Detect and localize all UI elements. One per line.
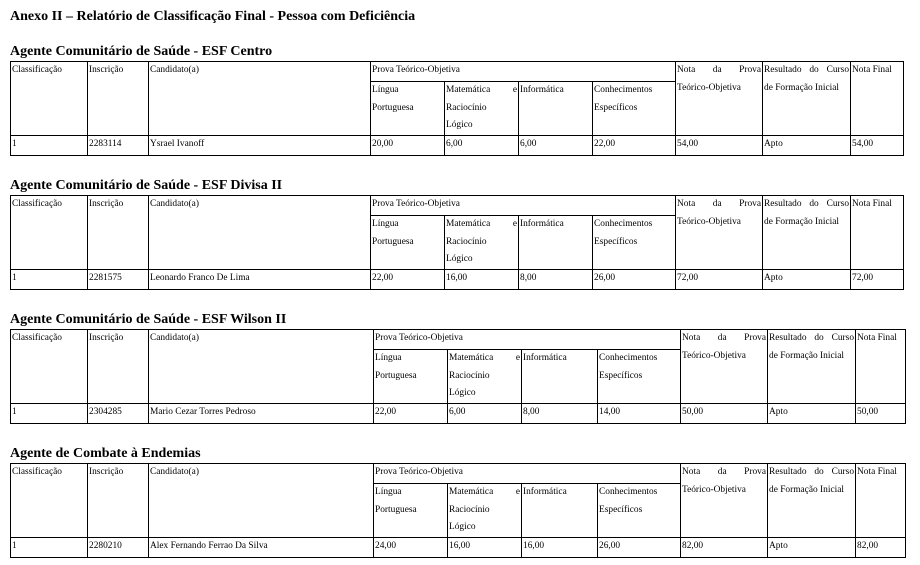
header-matematica-line2: Raciocínio (449, 504, 490, 515)
header-resultado-line2: de Formação Inicial (769, 350, 844, 361)
header-classificacao: Classificação (11, 196, 88, 270)
cell-resultado: Apto (768, 403, 856, 423)
header-candidato: Candidato(a) (149, 330, 374, 404)
header-matematica-line1 (449, 350, 520, 368)
cell-nota-prova: 72,00 (676, 269, 763, 289)
header-lingua-line2: Portuguesa (375, 504, 417, 515)
cell-lingua-portuguesa: 20,00 (371, 135, 445, 155)
cell-classificacao: 1 (11, 135, 88, 155)
header-matematica-raciocinio (445, 216, 519, 270)
header-lingua-line1: Língua (375, 353, 402, 363)
header-conhecimentos-especificos (598, 484, 681, 538)
cell-nota-final: 50,00 (856, 403, 906, 423)
cell-candidato: Ysrael Ivanoff (149, 135, 371, 155)
header-resultado-line2: de Formação Inicial (769, 484, 844, 495)
cell-classificacao: 1 (11, 537, 88, 557)
header-classificacao: Classificação (11, 62, 88, 136)
section-title: Agente de Combate à Endemias (10, 446, 201, 461)
header-conhecimentos-line1: Conhecimentos (594, 219, 653, 229)
header-conhecimentos-line2: Específicos (599, 504, 643, 515)
header-prova-word: Prova (739, 65, 762, 75)
header-matematica-line2: Raciocínio (446, 102, 487, 113)
cell-candidato: Leonardo Franco De Lima (149, 269, 371, 289)
classification-section (10, 445, 906, 558)
classification-section (10, 177, 904, 290)
header-nota-prova (676, 196, 763, 270)
header-matematica-line3: Lógico (449, 388, 476, 398)
header-matematica-line2: Raciocínio (446, 236, 487, 247)
header-informatica: Informática (519, 216, 593, 270)
cell-nota-final: 54,00 (851, 135, 904, 155)
header-resultado-curso (763, 62, 851, 136)
section-title: Agente Comunitário de Saúde - ESF Divisa II (10, 178, 283, 193)
cell-nota-prova: 50,00 (681, 403, 768, 423)
page-title: Anexo II – Relatório de Classificação Final - Pessoa com Deficiência (10, 9, 416, 24)
header-conhecimentos-especificos (593, 82, 676, 136)
header-candidato: Candidato(a) (149, 196, 371, 270)
header-nota-word: Nota (682, 467, 701, 477)
header-lingua-line1: Língua (372, 85, 399, 95)
header-conhecimentos-line1: Conhecimentos (594, 85, 653, 95)
header-nota-prova-line1 (682, 330, 766, 348)
header-nota-final: Nota Final (856, 464, 906, 538)
header-conhecimentos-line1: Conhecimentos (599, 353, 658, 363)
header-matematica-line1 (446, 82, 517, 100)
header-matematica-line1 (446, 216, 517, 234)
header-resultado-line1: Resultado do Curso (769, 333, 855, 343)
header-nota-word: Nota (682, 333, 701, 343)
header-resultado-line2: de Formação Inicial (764, 82, 839, 93)
header-classificacao: Classificação (11, 464, 88, 538)
header-row (11, 196, 904, 216)
classification-section (10, 43, 904, 156)
header-lingua-portuguesa (371, 216, 445, 270)
header-nota-final: Nota Final (856, 330, 906, 404)
classification-table (10, 61, 904, 156)
classification-table (10, 329, 906, 424)
header-da-word: da (712, 199, 722, 209)
header-candidato: Candidato(a) (149, 62, 371, 136)
header-prova-word: Prova (744, 333, 767, 343)
header-lingua-portuguesa (371, 82, 445, 136)
table-row (11, 537, 906, 557)
header-matematica-raciocinio (448, 484, 522, 538)
header-matematica-word: Matemática (446, 85, 491, 95)
header-row (11, 62, 904, 82)
header-row (11, 330, 906, 350)
header-nota-prova-line2: Teórico-Objetiva (682, 484, 746, 495)
header-prova-teorico-objetiva: Prova Teórico-Objetiva (374, 330, 681, 350)
header-matematica-raciocinio (445, 82, 519, 136)
cell-matematica: 16,00 (445, 269, 519, 289)
cell-classificacao: 1 (11, 403, 88, 423)
cell-lingua-portuguesa: 22,00 (374, 403, 448, 423)
header-nota-word: Nota (677, 199, 696, 209)
header-lingua-portuguesa (374, 484, 448, 538)
cell-matematica: 6,00 (445, 135, 519, 155)
header-lingua-line2: Portuguesa (372, 236, 414, 247)
header-inscricao: Inscrição (88, 62, 149, 136)
header-conhecimentos-especificos (593, 216, 676, 270)
header-resultado-line1: Resultado do Curso (769, 467, 855, 477)
header-e-word: e (515, 353, 520, 363)
header-informatica: Informática (522, 484, 598, 538)
cell-nota-prova: 54,00 (676, 135, 763, 155)
section-title: Agente Comunitário de Saúde - ESF Centro (10, 44, 273, 59)
header-informatica: Informática (522, 350, 598, 404)
header-resultado-curso (768, 330, 856, 404)
header-nota-final: Nota Final (851, 62, 904, 136)
header-matematica-line3: Lógico (446, 120, 473, 130)
header-lingua-line1: Língua (375, 487, 402, 497)
header-lingua-portuguesa (374, 350, 448, 404)
header-resultado-line1: Resultado do Curso (764, 199, 850, 209)
classification-table (10, 195, 904, 290)
header-nota-prova-line2: Teórico-Objetiva (677, 216, 741, 227)
header-nota-prova-line1 (682, 464, 766, 482)
header-prova-word: Prova (739, 199, 762, 209)
cell-informatica: 8,00 (519, 269, 593, 289)
cell-matematica: 16,00 (448, 537, 522, 557)
header-matematica-word: Matemática (449, 487, 494, 497)
header-resultado-line2: de Formação Inicial (764, 216, 839, 227)
classification-table (10, 463, 906, 558)
header-matematica-word: Matemática (446, 219, 491, 229)
cell-matematica: 6,00 (448, 403, 522, 423)
header-da-word: da (717, 467, 727, 477)
cell-inscricao: 2283114 (88, 135, 149, 155)
table-row (11, 403, 906, 423)
header-matematica-line3: Lógico (449, 522, 476, 532)
cell-lingua-portuguesa: 22,00 (371, 269, 445, 289)
cell-resultado: Apto (763, 135, 851, 155)
cell-lingua-portuguesa: 24,00 (374, 537, 448, 557)
cell-informatica: 8,00 (522, 403, 598, 423)
header-matematica-word: Matemática (449, 353, 494, 363)
header-lingua-line2: Portuguesa (375, 370, 417, 381)
header-nota-prova (681, 330, 768, 404)
cell-conhecimentos: 26,00 (593, 269, 676, 289)
table-row (11, 135, 904, 155)
cell-inscricao: 2304285 (88, 403, 149, 423)
cell-inscricao: 2280210 (88, 537, 149, 557)
header-conhecimentos-line1: Conhecimentos (599, 487, 658, 497)
header-nota-prova-line2: Teórico-Objetiva (682, 350, 746, 361)
cell-resultado: Apto (768, 537, 856, 557)
header-row (11, 464, 906, 484)
header-candidato: Candidato(a) (149, 464, 374, 538)
header-conhecimentos-line2: Específicos (594, 102, 638, 113)
header-nota-prova (681, 464, 768, 538)
header-matematica-line1 (449, 484, 520, 502)
header-nota-prova-line1 (677, 196, 761, 214)
header-nota-word: Nota (677, 65, 696, 75)
cell-nota-prova: 82,00 (681, 537, 768, 557)
header-prova-teorico-objetiva: Prova Teórico-Objetiva (371, 196, 676, 216)
header-matematica-line3: Lógico (446, 254, 473, 264)
header-conhecimentos-especificos (598, 350, 681, 404)
header-nota-prova-line1 (677, 62, 761, 80)
header-e-word: e (512, 85, 517, 95)
header-nota-prova (676, 62, 763, 136)
header-matematica-raciocinio (448, 350, 522, 404)
cell-conhecimentos: 26,00 (598, 537, 681, 557)
header-informatica: Informática (519, 82, 593, 136)
header-prova-teorico-objetiva: Prova Teórico-Objetiva (374, 464, 681, 484)
header-nota-prova-line2: Teórico-Objetiva (677, 82, 741, 93)
header-e-word: e (515, 487, 520, 497)
cell-resultado: Apto (763, 269, 851, 289)
header-conhecimentos-line2: Específicos (599, 370, 643, 381)
header-da-word: da (712, 65, 722, 75)
header-classificacao: Classificação (11, 330, 88, 404)
header-inscricao: Inscrição (88, 196, 149, 270)
cell-nota-final: 72,00 (851, 269, 904, 289)
cell-inscricao: 2281575 (88, 269, 149, 289)
section-title: Agente Comunitário de Saúde - ESF Wilson II (10, 312, 287, 327)
cell-candidato: Mario Cezar Torres Pedroso (149, 403, 374, 423)
header-resultado-line1: Resultado do Curso (764, 65, 850, 75)
header-lingua-line1: Língua (372, 219, 399, 229)
cell-conhecimentos: 22,00 (593, 135, 676, 155)
header-inscricao: Inscrição (88, 464, 149, 538)
header-inscricao: Inscrição (88, 330, 149, 404)
cell-conhecimentos: 14,00 (598, 403, 681, 423)
header-prova-teorico-objetiva: Prova Teórico-Objetiva (371, 62, 676, 82)
cell-classificacao: 1 (11, 269, 88, 289)
cell-informatica: 6,00 (519, 135, 593, 155)
header-resultado-curso (768, 464, 856, 538)
header-conhecimentos-line2: Específicos (594, 236, 638, 247)
header-da-word: da (717, 333, 727, 343)
header-e-word: e (512, 219, 517, 229)
cell-nota-final: 82,00 (856, 537, 906, 557)
table-row (11, 269, 904, 289)
classification-section (10, 311, 906, 424)
header-lingua-line2: Portuguesa (372, 102, 414, 113)
header-resultado-curso (763, 196, 851, 270)
cell-candidato: Alex Fernando Ferrao Da Silva (149, 537, 374, 557)
header-nota-final: Nota Final (851, 196, 904, 270)
header-matematica-line2: Raciocínio (449, 370, 490, 381)
header-prova-word: Prova (744, 467, 767, 477)
cell-informatica: 16,00 (522, 537, 598, 557)
